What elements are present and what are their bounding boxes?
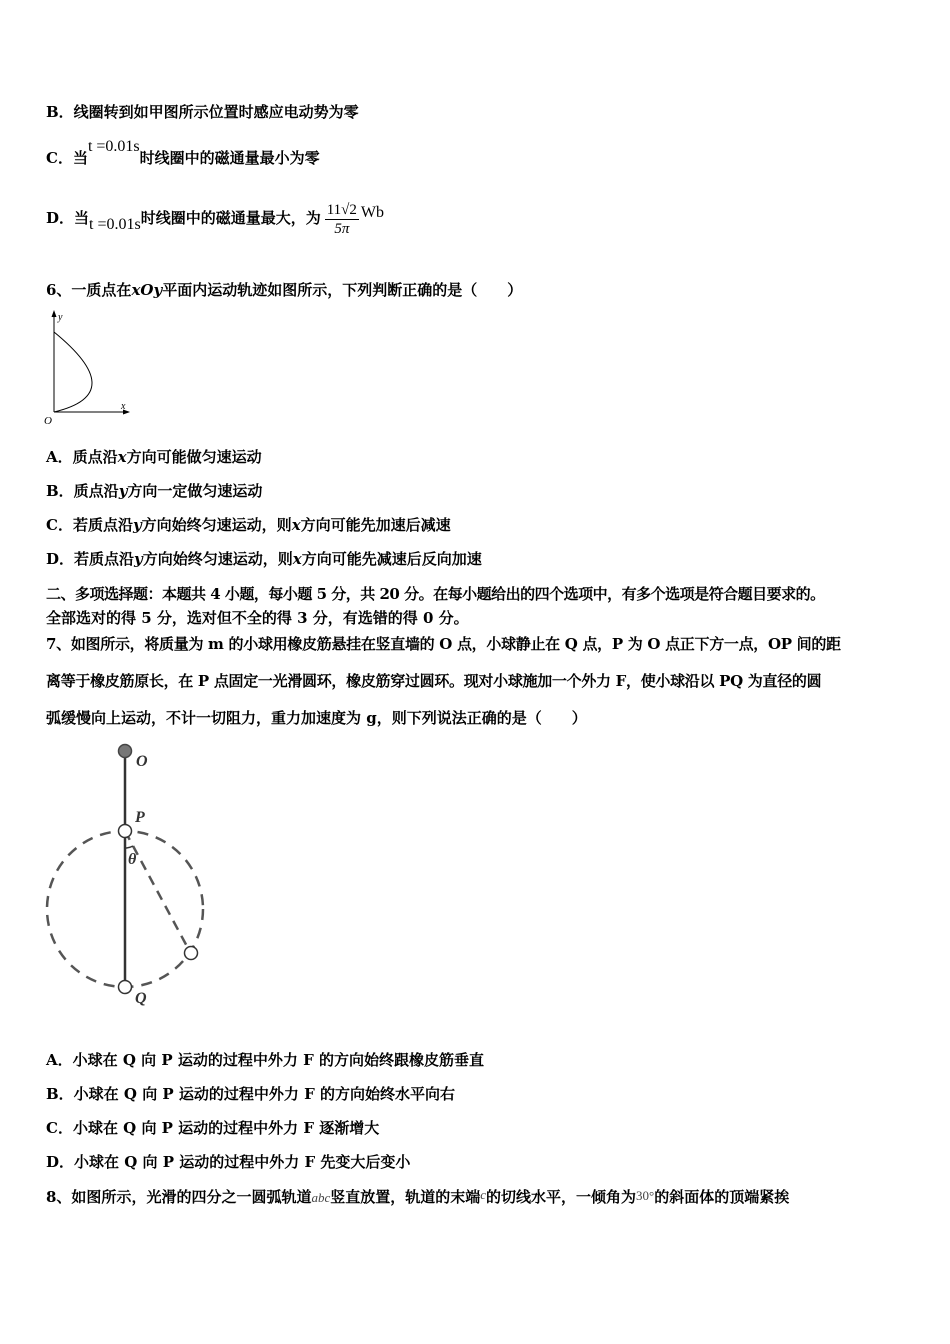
q5-option-c-formula: t =0.01s [87, 138, 140, 155]
q8-stem [46, 1187, 789, 1208]
q6-option-c-part-b: 方向始终匀速运动，则 [141, 516, 292, 534]
q6-option-b-part-a: B．质点沿 [46, 482, 119, 500]
q6-option-c-part-c: 方向可能先加速后减速 [300, 516, 451, 534]
q8-stem-part-a: 8、如图所示，光滑的四分之一圆弧轨道 [46, 1188, 312, 1206]
q8-stem-part-b: 竖直放置，轨道的末端 [330, 1188, 481, 1206]
section-2-instructions-line-1: 二、多项选择题：本题共 4 小题，每小题 5 分，共 20 分。在每小题给出的四个选项中，有多个选项是符合题目要求的。 [46, 585, 825, 603]
q6-option-a-part-b: 方向可能做匀速运动 [126, 448, 262, 466]
q8-math-c: c [480, 1187, 487, 1202]
q8-stem-part-c: 的切线水平，一倾角为 [486, 1188, 637, 1206]
q6-option-c [46, 515, 451, 535]
label-o: O [136, 753, 148, 770]
y-axis-label: y [58, 312, 63, 323]
q6-trajectory-figure [40, 308, 140, 428]
q6-option-c-part-a: C．若质点沿 [46, 516, 133, 534]
q7-stem-line-2: 离等于橡皮筋原长，在 P 点固定一光滑圆环，橡皮筋穿过圆环。现对小球施加一个外力 F，使小球沿以 PQ 为直径的圆 [46, 672, 822, 690]
ball-moving [185, 947, 198, 960]
y-axis-arrow [52, 310, 57, 317]
q7-option-c: C．小球在 Q 向 P 运动的过程中外力 F 逐渐增大 [46, 1119, 380, 1137]
q6-option-a-variable: x [117, 448, 127, 466]
q5-option-c-prefix: C．当 [46, 149, 88, 167]
q5-option-d-middle: 时线圈中的磁通量最大，为 [140, 209, 321, 227]
q6-option-d-part-b: 方向始终匀速运动，则 [142, 550, 293, 568]
q6-option-c-variable-2: x [291, 516, 301, 534]
fraction-numerator: 11√2 [326, 201, 357, 218]
origin-label: O [44, 415, 52, 427]
ball-q [119, 981, 132, 994]
q6-stem-part-b: 平面内运动轨迹如图所示，下列判断正确的是（ ） [162, 281, 523, 299]
label-theta: θ [128, 851, 137, 868]
q6-option-d-variable: y [134, 550, 143, 568]
q6-stem [46, 280, 522, 300]
q7-option-a: A．小球在 Q 向 P 运动的过程中外力 F 的方向始终跟橡皮筋垂直 [46, 1051, 484, 1069]
section-2-instructions-line-2: 全部选对的得 5 分，选对但不全的得 3 分，有选错的得 0 分。 [46, 609, 469, 627]
rubber-band-line [125, 831, 190, 952]
q6-option-a-part-a: A．质点沿 [46, 448, 118, 466]
q5-option-d-prefix: D．当 [46, 209, 90, 227]
q6-option-d-variable-2: x [292, 550, 302, 568]
q7-option-d: D．小球在 Q 向 P 运动的过程中外力 F 先变大后变小 [46, 1153, 411, 1171]
q7-stem-line-1: 7、如图所示，将质量为 m 的小球用橡皮筋悬挂在竖直墙的 O 点，小球静止在 Q 点，P 为 O 点正下方一点，OP 间的距 [46, 635, 841, 653]
q6-option-d-part-c: 方向可能先减速后反向加速 [301, 550, 482, 568]
q6-option-a [46, 447, 262, 467]
q5-option-d-unit: Wb [360, 204, 385, 221]
q5-option-b: B．线圈转到如甲图所示位置时感应电动势为零 [46, 103, 359, 121]
q7-ring-figure [40, 740, 220, 1010]
q6-option-c-variable: y [132, 516, 142, 534]
q6-stem-variable: xOy [131, 281, 163, 299]
q5-option-d-formula: t =0.01s [89, 216, 141, 233]
q6-option-b-part-b: 方向一定做匀速运动 [127, 482, 263, 500]
q8-stem-part-d: 的斜面体的顶端紧挨 [654, 1188, 790, 1206]
q5-option-c [46, 138, 320, 169]
q5-option-d-fraction [325, 201, 359, 238]
x-axis-label: x [121, 401, 126, 412]
q5-option-d [46, 198, 384, 239]
label-q: Q [135, 990, 147, 1007]
q6-option-d-part-a: D．若质点沿 [46, 550, 135, 568]
q6-option-b [46, 481, 262, 501]
q5-option-c-suffix: 时线圈中的磁通量最小为零 [139, 149, 320, 167]
q8-math-angle: 30° [636, 1188, 655, 1203]
fraction-denominator: 5π [334, 220, 350, 237]
q6-stem-part-a: 6、一质点在 [46, 281, 132, 299]
q6-option-d [46, 549, 482, 569]
label-p: P [135, 809, 145, 826]
q7-stem-line-3: 弧缓慢向上运动，不计一切阻力，重力加速度为 g，则下列说法正确的是（ ） [46, 709, 587, 727]
point-o-dot [119, 745, 132, 758]
q7-option-b: B．小球在 Q 向 P 运动的过程中外力 F 的方向始终水平向右 [46, 1085, 456, 1103]
q6-option-b-variable: y [118, 482, 128, 500]
trajectory-curve [54, 332, 92, 412]
q8-math-abc: abc [311, 1190, 331, 1205]
ring-p [119, 825, 132, 838]
